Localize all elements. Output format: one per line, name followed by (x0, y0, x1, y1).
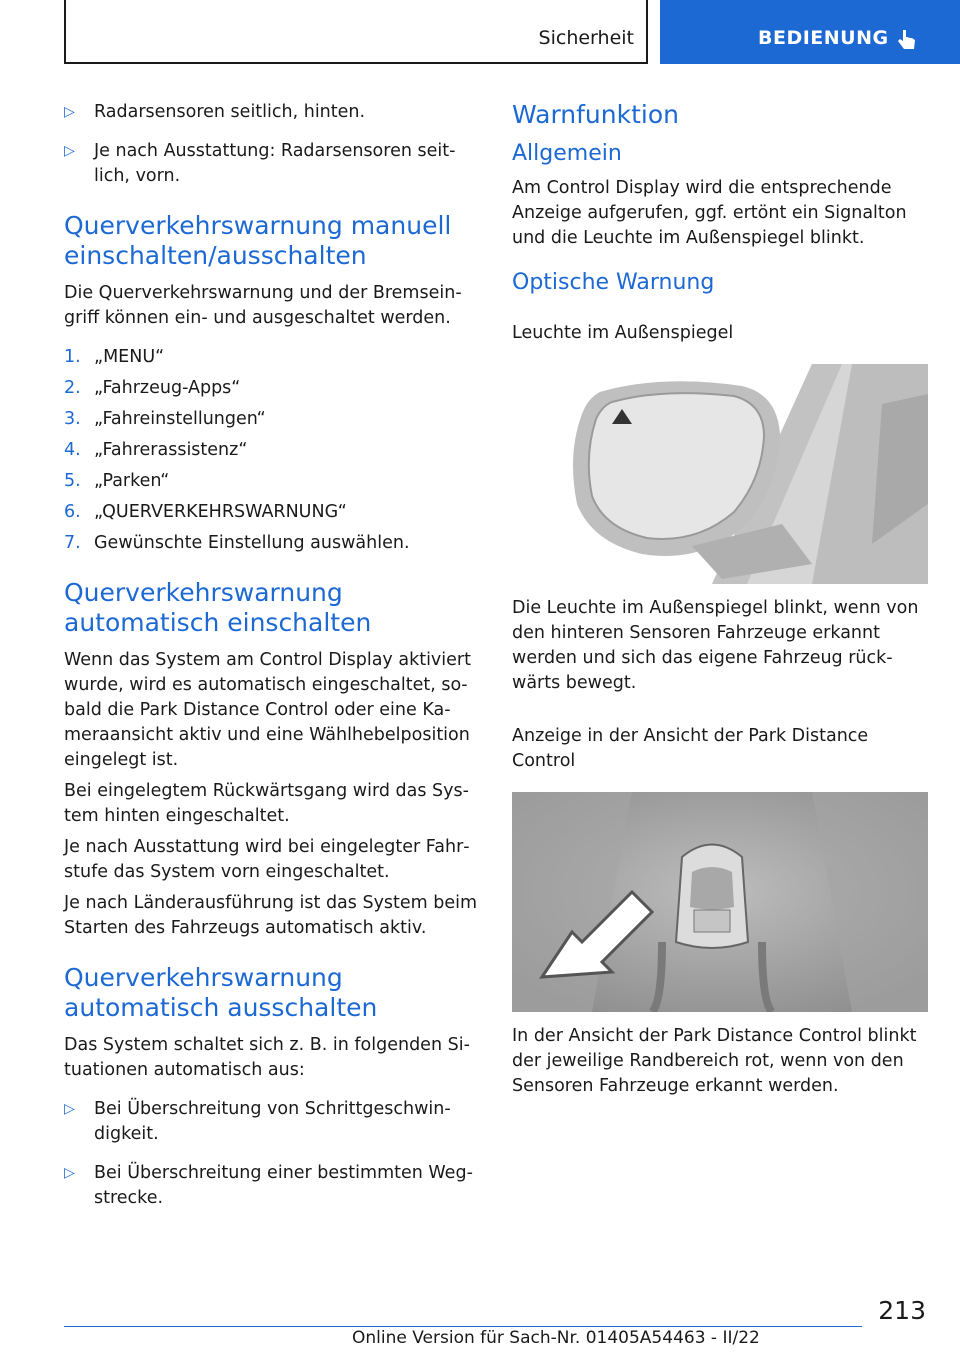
bullet-text: Radarsensoren seitlich, hinten. (94, 102, 366, 122)
step-text: „QUERVERKEHRSWARNUNG“ (94, 502, 347, 522)
header-chapter-label: BEDIENUNG (758, 27, 889, 49)
mirror-heading: Leuchte im Außenspiegel (512, 323, 734, 343)
step-item (64, 438, 480, 463)
section-title-auto-on: Querverkehrswarnung automatisch einschalten (64, 578, 372, 637)
step-number: 7. (64, 533, 81, 553)
bullet-triangle-icon: ▷ (64, 143, 75, 159)
step-item (64, 500, 480, 525)
step-number: 1. (64, 347, 81, 367)
paragraph: Je nach Länderausführung ist das System beim Starten des Fahrzeugs automatisch aktiv. (64, 893, 478, 938)
header-section-box (64, 0, 648, 64)
bullet-triangle-icon: ▷ (64, 1165, 75, 1181)
section-title-auto-off: Querverkehrswarnung automatisch ausschalten (64, 963, 378, 1022)
step-item (64, 376, 480, 401)
step-item (64, 345, 480, 370)
paragraph: Bei eingelegtem Rückwärtsgang wird das System hinten eingeschaltet. (64, 781, 469, 826)
page-number: 213 (878, 1296, 926, 1325)
paragraph: Wenn das System am Control Display aktiviert wurde, wird es automatisch eingeschaltet, sobald die Park Distance Control oder eine Kameraansicht aktiv und eine Wählhebelposition eingelegt ist. (64, 650, 471, 770)
step-text: Gewünschte Einstellung auswählen. (94, 533, 410, 553)
section-intro: Das System schaltet sich z. B. in folgenden Situationen automatisch aus: (64, 1035, 470, 1080)
header-section-label: Sicherheit (538, 27, 634, 49)
paragraph: In der Ansicht der Park Distance Control blinkt der jeweilige Randbereich rot, wenn von den Sensoren Fahrzeuge erkannt werden. (512, 1026, 917, 1096)
bullet-text: Bei Überschreitung einer bestimmten Wegstrecke. (94, 1163, 473, 1208)
step-text: „MENU“ (94, 347, 165, 367)
hand-pointer-icon (896, 28, 918, 52)
bullet-triangle-icon: ▷ (64, 104, 75, 120)
right-column (512, 100, 928, 1105)
pdc-heading: Anzeige in der Ansicht der Park Distance Control (512, 726, 869, 771)
step-item (64, 469, 480, 494)
pdc-view-image (512, 792, 928, 1012)
step-item (64, 531, 480, 556)
list-item (64, 100, 480, 125)
paragraph: Je nach Ausstattung wird bei eingelegter Fahrstufe das System vorn eingeschaltet. (64, 837, 470, 882)
mirror-image (512, 364, 928, 584)
bullet-triangle-icon: ▷ (64, 1101, 75, 1117)
left-column (64, 100, 480, 1225)
subsection-title-general: Allgemein (512, 141, 622, 166)
bullet-text: Je nach Ausstattung: Radarsensoren seitlich, vorn. (94, 141, 456, 186)
section-title-manual: Querverkehrswarnung manuell einschalten/ausschalten (64, 211, 452, 270)
step-text: „Fahrerassistenz“ (94, 440, 248, 460)
section-title-warning: Warnfunktion (512, 100, 679, 129)
paragraph: Am Control Display wird die entsprechende Anzeige aufgerufen, ggf. ertönt ein Signalton und die Leuchte im Außenspiegel blinkt. (512, 178, 907, 248)
step-number: 6. (64, 502, 81, 522)
step-text: „Fahreinstellungen“ (94, 409, 266, 429)
list-item (64, 139, 480, 189)
section-intro: Die Querverkehrswarnung und der Bremseingriff können ein- und ausgeschaltet werden. (64, 283, 462, 328)
step-text: „Fahrzeug-Apps“ (94, 378, 241, 398)
list-item (64, 1161, 480, 1211)
paragraph: Die Leuchte im Außenspiegel blinkt, wenn von den hinteren Sensoren Fahrzeuge erkannt werden und sich das eigene Fahrzeug rückwärts bewegt. (512, 598, 919, 693)
step-number: 4. (64, 440, 81, 460)
step-number: 5. (64, 471, 81, 491)
footer-online-version: Online Version für Sach-Nr. 01405A54463 - II/22 (352, 1328, 760, 1348)
subsection-title-optical: Optische Warnung (512, 270, 715, 295)
step-text: „Parken“ (94, 471, 170, 491)
step-number: 3. (64, 409, 81, 429)
step-item (64, 407, 480, 432)
step-number: 2. (64, 378, 81, 398)
footer-divider (64, 1326, 862, 1327)
header-chapter-tab[interactable] (660, 0, 960, 64)
bullet-text: Bei Überschreitung von Schrittgeschwindigkeit. (94, 1099, 451, 1144)
list-item (64, 1097, 480, 1147)
